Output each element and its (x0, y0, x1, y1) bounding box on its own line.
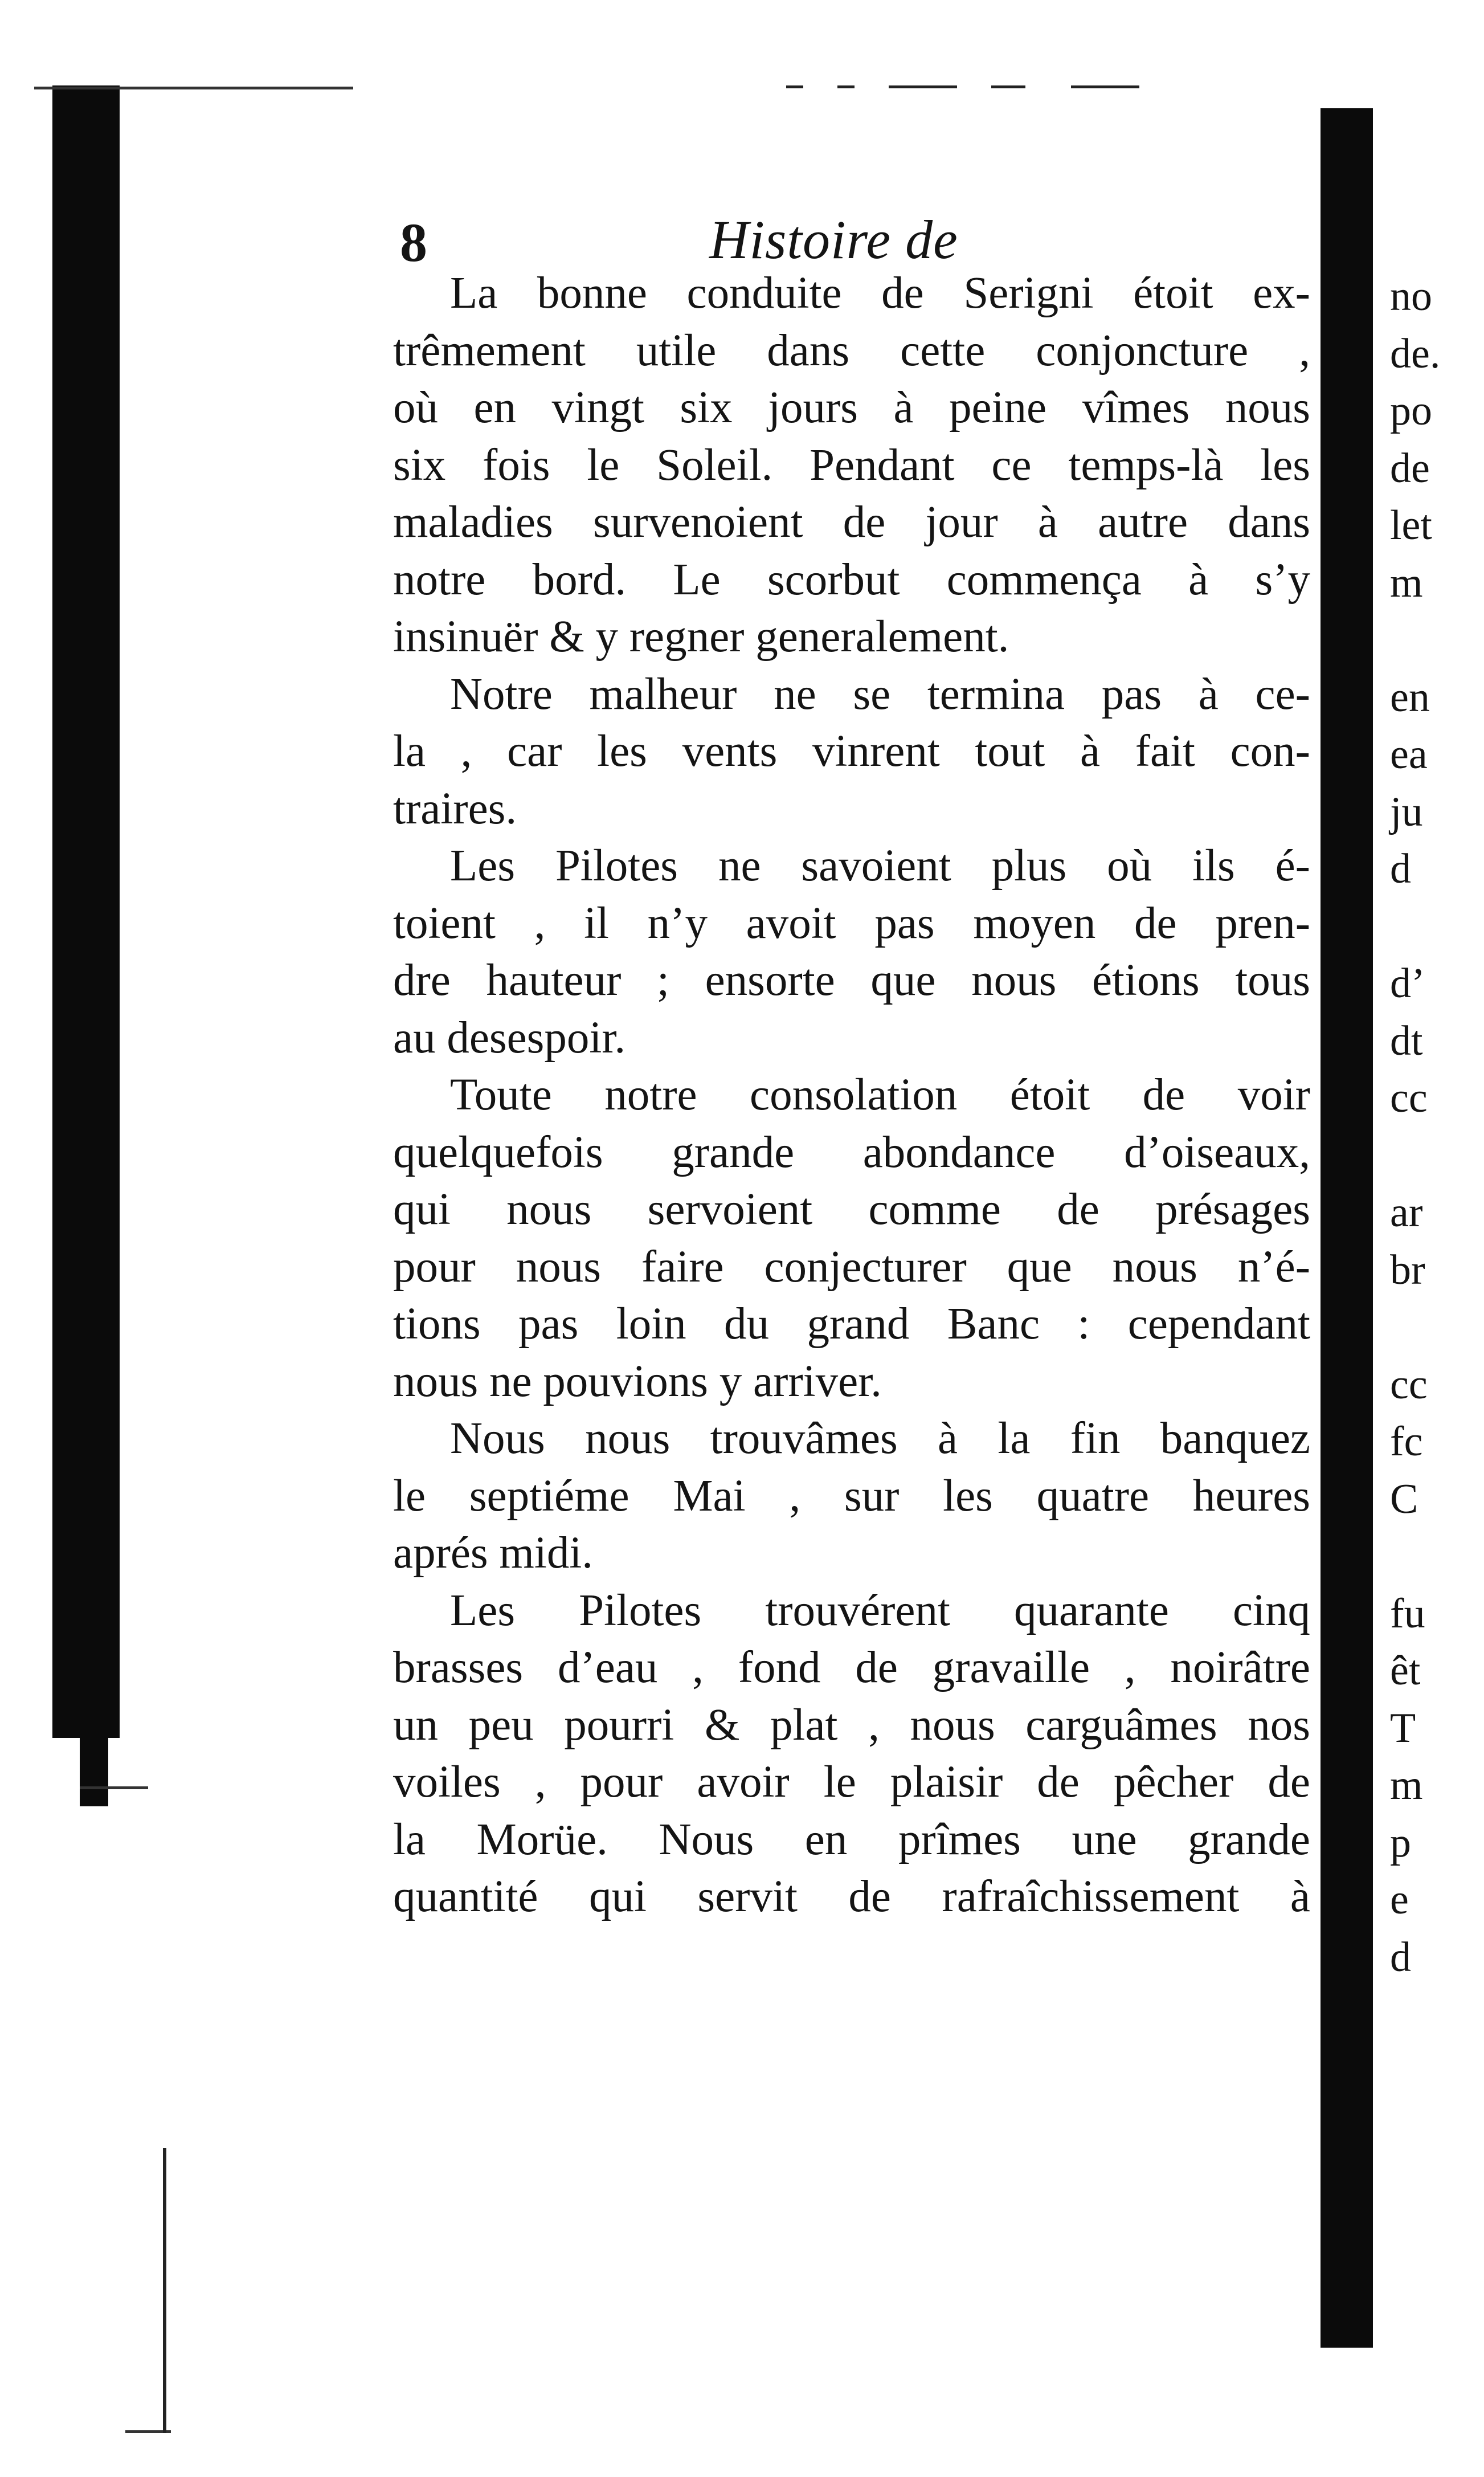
facing-fragment: fc (1390, 1418, 1423, 1465)
text-line: maladies survenoient de jour à autre dans (393, 497, 1310, 547)
text-line: tions pas loin du grand Banc : cependant (393, 1299, 1310, 1349)
text-line: Toute notre consolation étoit de voir (450, 1070, 1310, 1120)
facing-fragment: d (1390, 846, 1411, 892)
facing-fragment: ea (1390, 731, 1428, 778)
facing-fragment: C (1390, 1475, 1418, 1523)
text-line: la , car les vents vinrent tout à fait con- (393, 727, 1310, 776)
text-line: dre hauteur ; ensorte que nous étions tous (393, 956, 1310, 1005)
text-line: voiles , pour avoir le plaisir de pêcher de (393, 1757, 1310, 1807)
page-number: 8 (400, 212, 427, 273)
facing-fragment: fu (1390, 1590, 1425, 1637)
facing-fragment: p (1390, 1819, 1411, 1866)
gutter-shadow-right (1321, 108, 1373, 2348)
text-line: le septiéme Mai , sur les quatre heures (393, 1471, 1310, 1521)
text-line: au desespoir. (393, 1013, 626, 1063)
facing-fragment: de. (1390, 330, 1441, 377)
facing-fragment: de (1390, 444, 1430, 492)
facing-fragment: no (1390, 273, 1432, 320)
text-line: Notre malheur ne se termina pas à ce- (450, 669, 1310, 719)
facing-fragment: m (1390, 559, 1423, 606)
facing-fragment: let (1390, 502, 1432, 549)
text-line: toient , il n’y avoit pas moyen de pren- (393, 898, 1310, 948)
scan-speck (889, 85, 957, 88)
scan-speck (837, 85, 855, 88)
text-line: nous ne pouvions y arriver. (393, 1356, 882, 1406)
facing-fragment: ar (1390, 1189, 1423, 1236)
text-line: qui nous servoient comme de présages (393, 1185, 1310, 1234)
text-line: quelquefois grande abondance d’oiseaux, (393, 1127, 1310, 1177)
text-line: un peu pourri & plat , nous carguâmes nos (393, 1700, 1310, 1750)
text-line: la Morüe. Nous en prîmes une grande (393, 1814, 1310, 1864)
text-line: Les Pilotes trouvérent quarante cinq (450, 1585, 1310, 1635)
text-line: Les Pilotes ne savoient plus où ils é- (450, 841, 1310, 891)
text-line: aprés midi. (393, 1528, 594, 1578)
facing-fragment: d’ (1390, 960, 1425, 1007)
facing-fragment (1390, 1127, 1481, 1185)
facing-fragment: dt (1390, 1017, 1423, 1064)
facing-fragment (1390, 1299, 1481, 1356)
binding-shadow-left-lower (80, 1738, 108, 1806)
text-line: trêmement utile dans cette conjoncture , (393, 325, 1310, 376)
text-line: notre bord. Le scorbut commença à s’y (393, 554, 1310, 605)
facing-fragment: en (1390, 674, 1430, 721)
text-line: insinuër & y regner generalement. (393, 612, 1009, 662)
facing-fragment: d (1390, 1933, 1411, 1981)
facing-fragment: T (1390, 1704, 1416, 1752)
facing-fragment: cc (1390, 1361, 1428, 1408)
facing-fragment (1390, 898, 1481, 956)
bottom-left-scan-line (80, 1786, 148, 1789)
text-line: six fois le Soleil. Pendant ce temps-là les (393, 440, 1310, 490)
facing-fragment (1390, 611, 1481, 669)
facing-fragment: cc (1390, 1075, 1428, 1121)
scan-speck (786, 85, 803, 88)
top-scan-line (34, 87, 353, 89)
facing-fragment (1390, 1528, 1481, 1585)
running-title: Histoire de (709, 209, 958, 270)
facing-fragment: e (1390, 1876, 1409, 1923)
binding-shadow-left (52, 85, 120, 1738)
facing-fragment: êt (1390, 1647, 1421, 1694)
text-line: quantité qui servit de rafraîchissement à (393, 1872, 1310, 1921)
text-line: brasses d’eau , fond de gravaille , noirâtre (393, 1643, 1310, 1692)
facing-fragment: m (1390, 1762, 1423, 1809)
facing-fragment: po (1390, 387, 1432, 434)
scan-speck (991, 85, 1025, 88)
facing-page-fragments (1390, 268, 1481, 1986)
text-line: traires. (393, 784, 517, 834)
margin-rule (163, 2148, 166, 2433)
facing-fragment: ju (1390, 788, 1423, 835)
text-line: pour nous faire conjecturer que nous n’é- (393, 1242, 1310, 1292)
text-line: La bonne conduite de Serigni étoit ex- (450, 268, 1310, 318)
text-line: Nous nous trouvâmes à la fin banquez (450, 1414, 1310, 1463)
text-block (393, 265, 1310, 1926)
scan-speck (1071, 85, 1139, 88)
text-line: où en vingt six jours à peine vîmes nous (393, 383, 1310, 432)
facing-fragment: br (1390, 1246, 1425, 1293)
